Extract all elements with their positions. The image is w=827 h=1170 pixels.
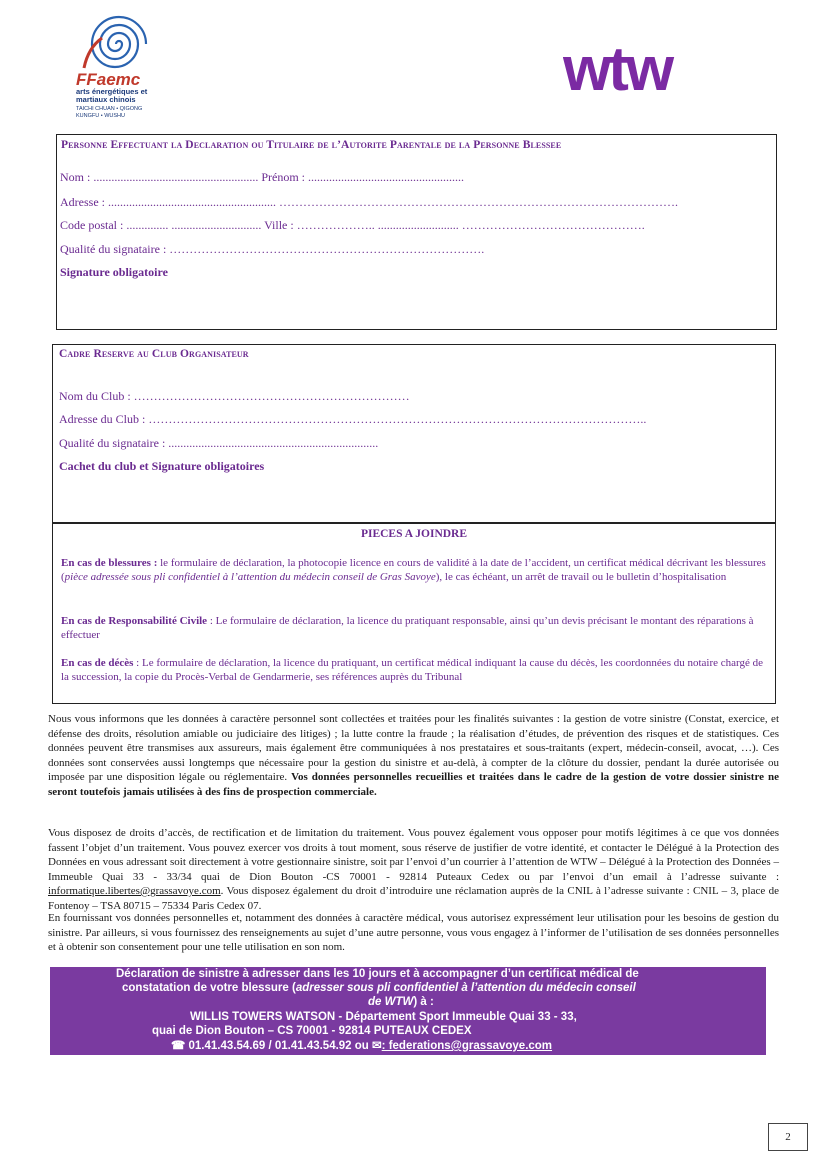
footer-line-4: WILLIS TOWERS WATSON - Département Sport Immeuble Quai 33 - 33, <box>190 1011 577 1023</box>
mail-icon: ✉ <box>372 1040 382 1052</box>
legal-paragraph-1 <box>48 712 779 799</box>
blessures-text-1: le formulaire de déclaration, la photocopie licence en cours de validité à la date de l’accident, un certificat médical décrivant les blessures ( <box>61 557 766 583</box>
pieces-deces <box>61 656 767 684</box>
club-name-field[interactable]: Nom du Club : …………………………………………………………… <box>59 389 410 403</box>
page-number: 2 <box>768 1123 808 1151</box>
blessures-text-2: ), le cas échéant, un arrêt de travail ou le bulletin d’hospitalisation <box>435 571 727 583</box>
ffaemc-disciplines: TAICHI CHUAN • QIGONG KUNGFU • WUSHU <box>76 106 143 119</box>
submission-instructions-box <box>50 967 766 1055</box>
footer-line-6 <box>171 1039 552 1054</box>
signature-label: Signature obligatoire <box>60 265 168 279</box>
wtw-logo <box>563 42 721 96</box>
deces-label: En cas de décès <box>61 657 134 669</box>
legal-paragraph-3: En fournissant vos données personnelles et, notamment des données à caractère médical, vous autorisez expressément leur utilisation pour les besoins de gestion du sinistre. Par ailleurs, si vous fournissez des renseignements au sujet d’une autre personne, vous vous engagez à l’informer de l’utilisation de ses données personnelles et à obtenir son consentement pour une telle utilisation en son nom. <box>48 912 779 953</box>
footer-line-1: Déclaration de sinistre à adresser dans les 10 jours et à accompagner d’un certificat médical de <box>116 968 639 980</box>
club-address-field[interactable]: Adresse du Club : …………………………………………………………………………………………………………….. <box>59 412 647 426</box>
ffaemc-subtitle: arts énergétiques et martiaux chinois <box>76 87 148 104</box>
pieces-title: PIECES A JOINDRE <box>360 528 468 540</box>
qualite-signataire-field[interactable]: Qualité du signataire : ……………………………………………………………………. <box>60 242 485 256</box>
footer-line-3-italic: de WTW <box>368 996 414 1008</box>
club-section <box>52 344 776 524</box>
footer-email-link[interactable]: : federations@grassavoye.com <box>381 1040 553 1052</box>
legal-p1-bold: Vos données personnelles recueillies et traitées dans le cadre de la gestion de votre dossier sinistre ne seront toutefois jamais utilisées à des fins de prospection commerciale. <box>48 771 779 798</box>
pieces-section <box>52 522 776 704</box>
blessures-italic: pièce adressée sous pli confidentiel à l’attention du médecin conseil de Gras Savoye <box>64 571 436 583</box>
legal-paragraph-2 <box>48 826 779 913</box>
footer-line-2 <box>122 981 636 996</box>
deces-text: : Le formulaire de déclaration, la licence du pratiquant, un certificat médical indiquant la cause du décès, les coordonnées du notaire chargé de la succession, la copie du Procès-Verbal de Gendarmerie, ses références auprès du Tribunal <box>61 657 764 683</box>
code-postal-ville-field[interactable]: Code postal : .............. .............................. Ville : ……………….. ........................... ………………………………………. <box>60 218 645 232</box>
privacy-email-link[interactable]: informatique.libertes@grassavoye.com <box>48 885 221 897</box>
declarant-section <box>56 134 777 330</box>
footer-line-2-italic: adresser sous pli confidentiel à l’attention du médecin conseil <box>295 982 636 994</box>
club-qualite-field[interactable]: Qualité du signataire : ...................................................................... <box>59 436 379 450</box>
rc-label: En cas de Responsabilité Civile <box>61 615 208 627</box>
wtw-logo-text: wtw <box>563 42 672 96</box>
spiral-emblem-icon <box>76 8 154 78</box>
ffaemc-logo <box>72 8 158 120</box>
footer-line-2-text: constatation de votre blessure ( <box>122 982 296 994</box>
club-cachet-label: Cachet du club et Signature obligatoires <box>59 459 265 473</box>
phone-numbers: ☎ 01.41.43.54.69 / 01.41.43.54.92 ou <box>171 1040 369 1052</box>
footer-line-3-text: ) à : <box>413 996 434 1008</box>
blessures-label: En cas de blessures : <box>61 557 158 569</box>
footer-line-5: quai de Dion Bouton – CS 70001 - 92814 PUTEAUX CEDEX <box>152 1025 472 1037</box>
ffaemc-name: FFaemc <box>76 70 141 89</box>
legal-p2-text-a: Vous disposez de droits d’accès, de rectification et de limitation du traitement. Vous pouvez également vous opposer pour motifs légitimes à ce que vos données fassent l’objet d’un traitement. Vous pouvez exercer vos droits à tout moment, sous réserve de justifier de votre identité, et contacter le Délégué à la Protection des Données en vous adressant soit directement à votre gestionnaire sinistre, soit par l’envoi d’un courrier à l’attention de WTW – Délégué à la Protection des Données – Immeuble Quai 33 - 33/34 quai de Dion Bouton -CS 70001 - 92814 Puteaux Cedex ou par l’envoi d’un email à l’adresse suivante : <box>48 827 779 883</box>
adresse-field[interactable]: Adresse : ........................................................ ………………………………………………………………………………………. <box>60 195 678 209</box>
footer-line-3 <box>368 995 434 1010</box>
legal-p2-text-b: . Vous disposez également du droit d’introduire une réclamation auprès de la CNIL à l’adresse suivante : CNIL – 3, place de Fontenoy – TSA 80715 – 75334 Paris Cedex 07. <box>48 885 779 912</box>
legal-p1-text: Nous vous informons que les données à caractère personnel sont collectées et traitées pour les finalités suivantes : la gestion de votre sinistre (Constat, exercice, et défense des droits, résolution amiable ou judiciaire des litiges) ; la lutte contre la fraude ; la réalisation d’études, de prévention des risques et de statistiques. Ces données peuvent être transmises aux assureurs, mais également être communiquées à nos prestataires et sous-traitants (expert, médecin-conseil, avocat, …). Ces données sont conservées aussi longtemps que nécessaire pour la gestion du sinistre et au-delà, à compter de la clôture du dossier, pendant la durée autorisée ou imposée par une disposition légale ou réglementaire. <box>48 713 779 783</box>
declarant-section-title: Personne Effectuant la Declaration ou Titulaire de l’Autorite Parentale de la Personne Blessee <box>61 139 562 151</box>
club-section-title: Cadre Reserve au Club Organisateur <box>59 348 249 360</box>
pieces-blessures <box>61 556 767 584</box>
nom-prenom-field[interactable]: Nom : ....................................................... Prénom : .................................................... <box>60 170 464 184</box>
pieces-rc <box>61 614 767 642</box>
rc-text: : Le formulaire de déclaration, la licence du pratiquant responsable, ainsi qu’un devis précisant le montant des réparations à effectuer <box>61 615 754 641</box>
